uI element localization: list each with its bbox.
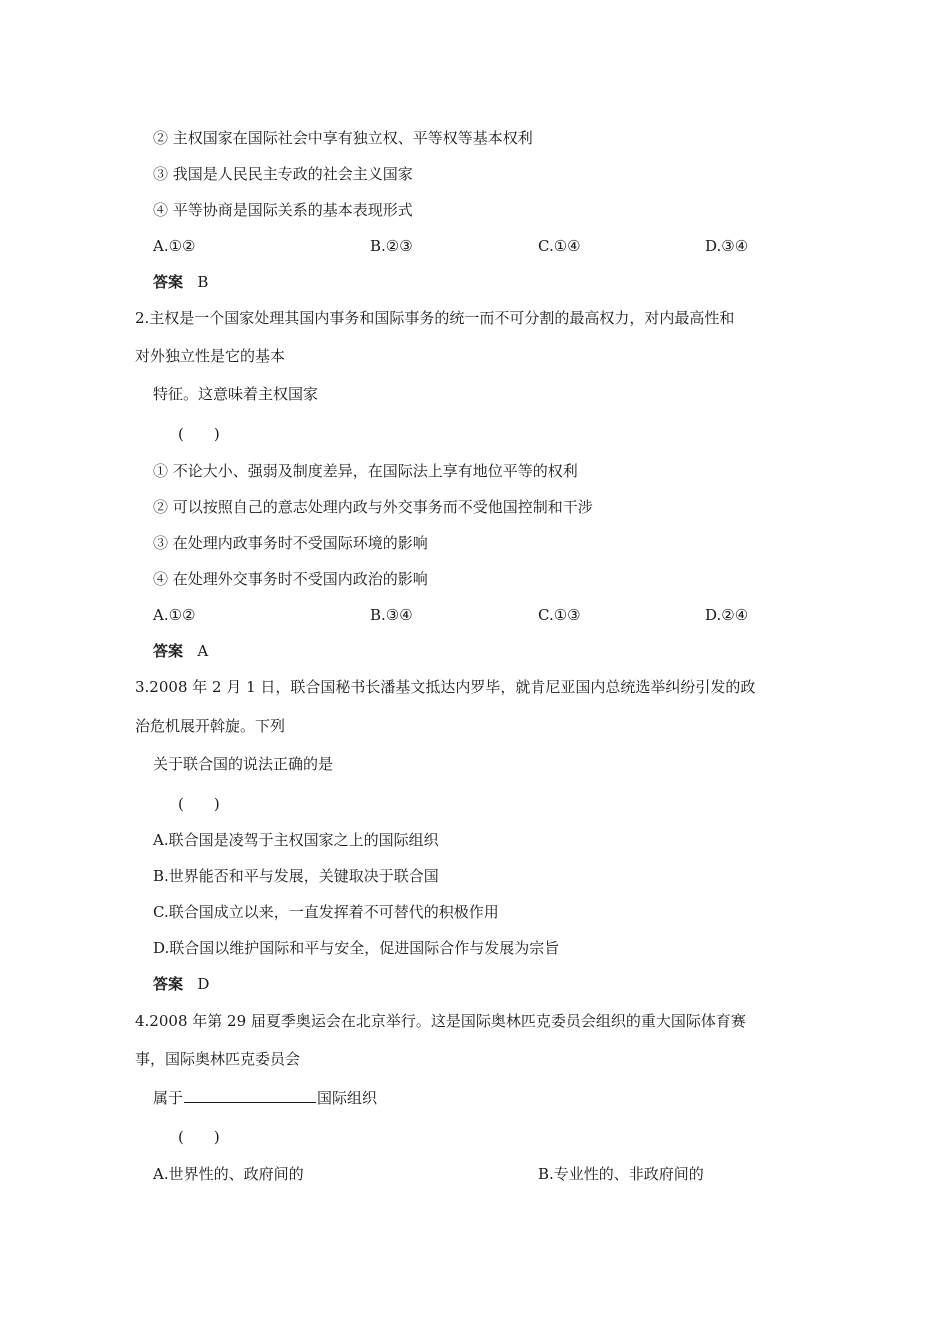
q3-stem-line-3: 关于联合国的说法正确的是 <box>153 755 334 773</box>
q4-stem-line-3 <box>153 1087 377 1108</box>
q2-stem-line-2: 对外独立性是它的基本 <box>135 347 286 365</box>
q2-item-4: ④ 在处理外交事务时不受国内政治的影响 <box>153 570 428 588</box>
q3-option-d: D.联合国以维护国际和平与安全，促进国际合作与发展为宗旨 <box>153 939 560 957</box>
q1-item-3: ③ 我国是人民民主专政的社会主义国家 <box>153 165 413 183</box>
answer-label: 答案 <box>153 273 184 291</box>
q2-option-a: A.①② <box>153 606 196 624</box>
q1-item-2: ② 主权国家在国际社会中享有独立权、平等权等基本权利 <box>153 129 533 147</box>
q2-stem-line-1: 2.主权是一个国家处理其国内事务和国际事务的统一而不可分割的最高权力，对内最高性和 <box>135 309 735 327</box>
q2-item-3: ③ 在处理内政事务时不受国际环境的影响 <box>153 534 428 552</box>
q3-option-b: B.世界能否和平与发展，关键取决于联合国 <box>153 867 439 885</box>
q2-answer <box>153 641 208 661</box>
q4-answer-paren: ( ) <box>178 1128 220 1146</box>
answer-value: B <box>197 273 209 291</box>
q2-option-b: B.③④ <box>370 606 413 624</box>
answer-value: A <box>197 642 209 660</box>
answer-value: D <box>197 975 210 993</box>
q2-item-2: ② 可以按照自己的意志处理内政与外交事务而不受他国控制和干涉 <box>153 498 593 516</box>
q4-stem-line-2: 事，国际奥林匹克委员会 <box>135 1050 301 1068</box>
q2-option-c: C.①③ <box>538 606 581 624</box>
q3-answer-paren: ( ) <box>178 795 220 813</box>
q2-answer-paren: ( ) <box>178 425 220 443</box>
q3-option-c: C.联合国成立以来，一直发挥着不可替代的积极作用 <box>153 903 499 921</box>
q2-stem-line-3: 特征。这意味着主权国家 <box>153 385 319 403</box>
q1-option-d: D.③④ <box>705 237 749 255</box>
q4-stem-prefix: 属于 <box>153 1089 184 1107</box>
answer-label: 答案 <box>153 642 184 660</box>
q3-answer <box>153 974 209 994</box>
fill-in-blank <box>184 1087 316 1103</box>
q4-option-a: A.世界性的、政府间的 <box>153 1165 304 1183</box>
q2-item-1: ① 不论大小、强弱及制度差异，在国际法上享有地位平等的权利 <box>153 462 578 480</box>
q1-answer <box>153 272 208 292</box>
q1-option-c: C.①④ <box>538 237 581 255</box>
q4-stem-suffix: 国际组织 <box>317 1089 378 1107</box>
q4-option-b: B.专业性的、非政府间的 <box>538 1165 704 1183</box>
answer-label: 答案 <box>153 975 184 993</box>
q1-option-a: A.①② <box>153 237 196 255</box>
q3-stem-line-1: 3.2008 年 2 月 1 日，联合国秘书长潘基文抵达内罗毕，就肯尼亚国内总统选举纠纷引发的政 <box>135 678 756 696</box>
q3-stem-line-2: 治危机展开斡旋。下列 <box>135 717 286 735</box>
q4-stem-line-1: 4.2008 年第 29 届夏季奥运会在北京举行。这是国际奥林匹克委员会组织的重大国际体育赛 <box>135 1012 746 1030</box>
q2-option-d: D.②④ <box>705 606 749 624</box>
q3-option-a: A.联合国是凌驾于主权国家之上的国际组织 <box>153 831 439 849</box>
q1-option-b: B.②③ <box>370 237 413 255</box>
q1-item-4: ④ 平等协商是国际关系的基本表现形式 <box>153 201 413 219</box>
